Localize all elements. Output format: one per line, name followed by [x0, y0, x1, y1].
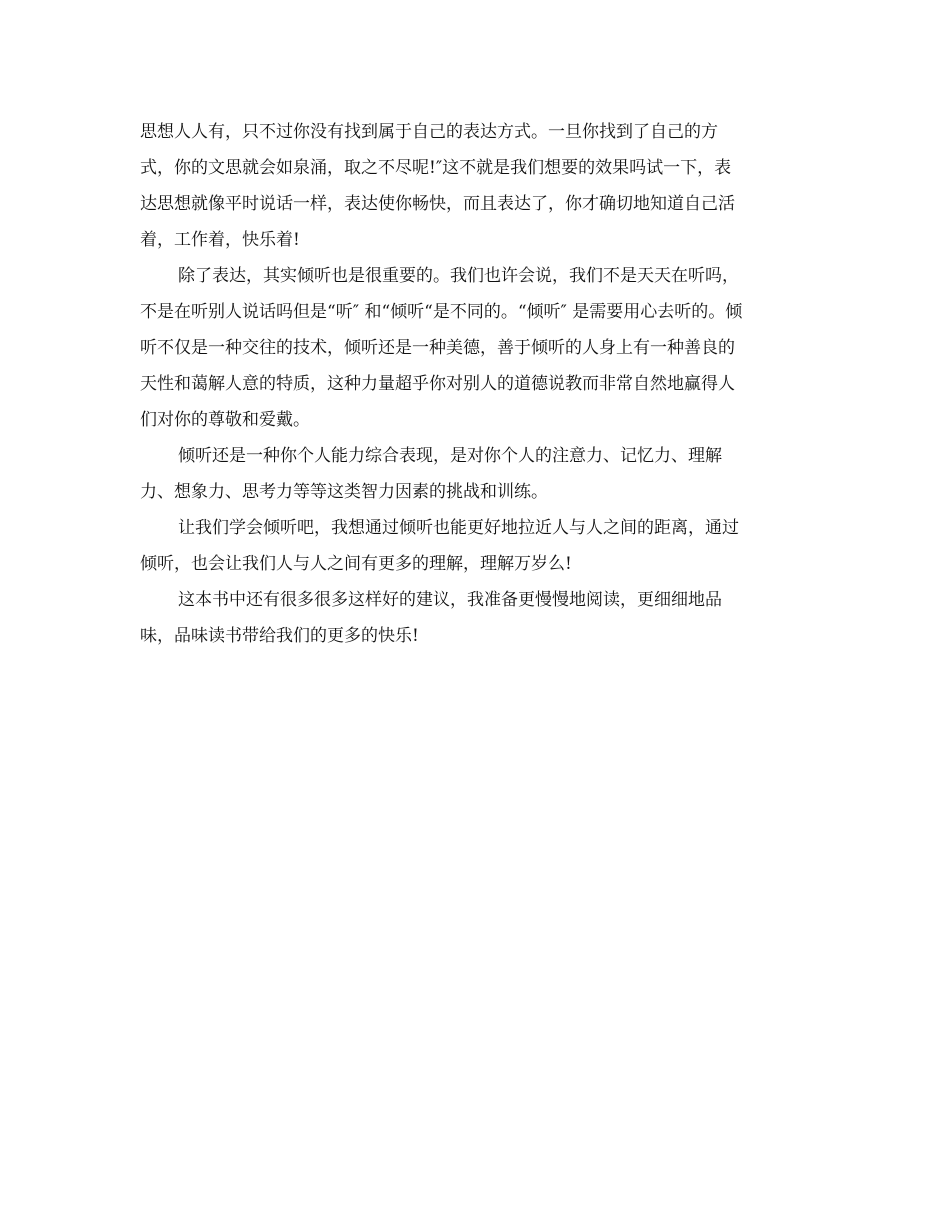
text-line: 味，品味读书带给我们的更多的快乐!	[140, 626, 419, 646]
text-line: 不是在听别人说话吗但是“听″ 和“倾听“是不同的。“倾听″ 是需要用心去听的。倾	[140, 302, 743, 322]
text-line: 达思想就像平时说话一样，表达使你畅快，而且表达了，你才确切地知道自己活	[140, 194, 735, 214]
paragraph-start-line: 除了表达，其实倾听也是很重要的。我们也许会说，我们不是天天在听吗，	[178, 266, 739, 286]
paragraph-start-line: 让我们学会倾听吧，我想通过倾听也能更好地拉近人与人之间的距离，通过	[178, 518, 739, 538]
text-line: 天性和蔼解人意的特质，这种力量超乎你对别人的道德说教而非常自然地赢得人	[140, 374, 735, 394]
text-line: 思想人人有，只不过你没有找到属于自己的表达方式。一旦你找到了自己的方	[140, 122, 718, 142]
text-line: 式，你的文思就会如泉涌，取之不尽呢!″这不就是我们想要的效果吗试一下，表	[140, 158, 732, 178]
document-body	[140, 114, 820, 654]
text-line: 着，工作着，快乐着!	[140, 230, 300, 250]
paragraph-start-line: 这本书中还有很多很多这样好的建议，我准备更慢慢地阅读，更细细地品	[178, 590, 722, 610]
text-line: 们对你的尊敬和爱戴。	[140, 410, 310, 430]
text-line: 听不仅是一种交往的技术，倾听还是一种美德，善于倾听的人身上有一种善良的	[140, 338, 735, 358]
text-line: 倾听，也会让我们人与人之间有更多的理解，理解万岁么!	[140, 554, 572, 574]
paragraph-start-line: 倾听还是一种你个人能力综合表现，是对你个人的注意力、记忆力、理解	[178, 446, 722, 466]
text-line: 力、想象力、思考力等等这类智力因素的挑战和训练。	[140, 482, 548, 502]
